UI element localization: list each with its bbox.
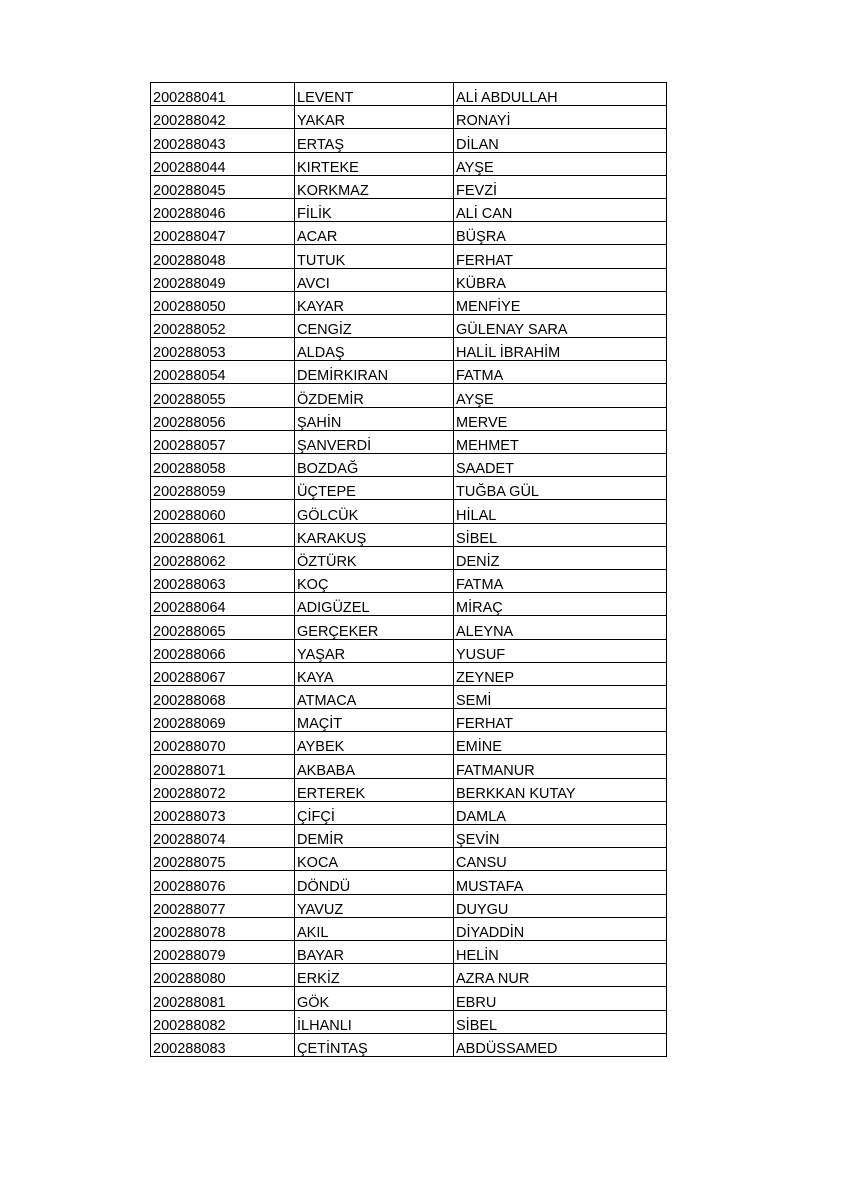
first-name-cell: ŞEVİN xyxy=(454,825,667,848)
table-row xyxy=(151,940,667,963)
surname-cell: AKBABA xyxy=(295,755,454,778)
student-number-cell: 200288053 xyxy=(151,338,295,361)
surname-cell: DEMİRKIRAN xyxy=(295,361,454,384)
first-name-cell: HELİN xyxy=(454,940,667,963)
surname-cell: ŞANVERDİ xyxy=(295,430,454,453)
table-row xyxy=(151,106,667,129)
first-name-cell: EMİNE xyxy=(454,732,667,755)
surname-cell: FİLİK xyxy=(295,198,454,221)
table-row xyxy=(151,709,667,732)
first-name-cell: FATMA xyxy=(454,361,667,384)
first-name-cell: ALEYNA xyxy=(454,616,667,639)
table-row xyxy=(151,825,667,848)
student-number-cell: 200288044 xyxy=(151,152,295,175)
student-number-cell: 200288067 xyxy=(151,662,295,685)
table-body xyxy=(151,83,667,1057)
student-number-cell: 200288065 xyxy=(151,616,295,639)
student-number-cell: 200288079 xyxy=(151,940,295,963)
surname-cell: LEVENT xyxy=(295,83,454,106)
first-name-cell: MİRAÇ xyxy=(454,593,667,616)
surname-cell: ALDAŞ xyxy=(295,338,454,361)
first-name-cell: SİBEL xyxy=(454,1010,667,1033)
first-name-cell: CANSU xyxy=(454,848,667,871)
first-name-cell: AYŞE xyxy=(454,384,667,407)
first-name-cell: DİYADDİN xyxy=(454,917,667,940)
surname-cell: KAYAR xyxy=(295,291,454,314)
table-row xyxy=(151,198,667,221)
surname-cell: GERÇEKER xyxy=(295,616,454,639)
student-number-cell: 200288043 xyxy=(151,129,295,152)
first-name-cell: SAADET xyxy=(454,454,667,477)
surname-cell: YAŞAR xyxy=(295,639,454,662)
student-number-cell: 200288062 xyxy=(151,546,295,569)
student-number-cell: 200288078 xyxy=(151,917,295,940)
first-name-cell: GÜLENAY SARA xyxy=(454,314,667,337)
surname-cell: ÖZDEMİR xyxy=(295,384,454,407)
surname-cell: KAYA xyxy=(295,662,454,685)
table-row xyxy=(151,593,667,616)
student-number-cell: 200288073 xyxy=(151,801,295,824)
table-row xyxy=(151,500,667,523)
surname-cell: ÇİFÇİ xyxy=(295,801,454,824)
table-row xyxy=(151,152,667,175)
student-number-cell: 200288059 xyxy=(151,477,295,500)
surname-cell: DEMİR xyxy=(295,825,454,848)
table-row xyxy=(151,778,667,801)
table-row xyxy=(151,407,667,430)
table-row xyxy=(151,732,667,755)
surname-cell: KOÇ xyxy=(295,569,454,592)
surname-cell: ÖZTÜRK xyxy=(295,546,454,569)
first-name-cell: DUYGU xyxy=(454,894,667,917)
surname-cell: AKIL xyxy=(295,917,454,940)
student-number-cell: 200288052 xyxy=(151,314,295,337)
first-name-cell: FATMA xyxy=(454,569,667,592)
table-row xyxy=(151,384,667,407)
student-number-cell: 200288075 xyxy=(151,848,295,871)
student-number-cell: 200288071 xyxy=(151,755,295,778)
table-row xyxy=(151,662,667,685)
surname-cell: KIRTEKE xyxy=(295,152,454,175)
first-name-cell: AZRA NUR xyxy=(454,964,667,987)
surname-cell: KORKMAZ xyxy=(295,175,454,198)
table-row xyxy=(151,871,667,894)
surname-cell: KARAKUŞ xyxy=(295,523,454,546)
student-number-cell: 200288054 xyxy=(151,361,295,384)
student-number-cell: 200288042 xyxy=(151,106,295,129)
first-name-cell: BERKKAN KUTAY xyxy=(454,778,667,801)
surname-cell: MAÇİT xyxy=(295,709,454,732)
table-row xyxy=(151,245,667,268)
first-name-cell: DİLAN xyxy=(454,129,667,152)
surname-cell: YAVUZ xyxy=(295,894,454,917)
table-row xyxy=(151,964,667,987)
student-number-cell: 200288060 xyxy=(151,500,295,523)
table-row xyxy=(151,477,667,500)
student-number-cell: 200288041 xyxy=(151,83,295,106)
surname-cell: ERTAŞ xyxy=(295,129,454,152)
surname-cell: ŞAHİN xyxy=(295,407,454,430)
first-name-cell: MEHMET xyxy=(454,430,667,453)
student-number-cell: 200288072 xyxy=(151,778,295,801)
first-name-cell: BÜŞRA xyxy=(454,222,667,245)
student-number-cell: 200288058 xyxy=(151,454,295,477)
student-number-cell: 200288070 xyxy=(151,732,295,755)
student-number-cell: 200288063 xyxy=(151,569,295,592)
table-row xyxy=(151,685,667,708)
table-row xyxy=(151,129,667,152)
student-list-table xyxy=(150,82,667,1057)
table-row xyxy=(151,291,667,314)
first-name-cell: FERHAT xyxy=(454,245,667,268)
student-number-cell: 200288076 xyxy=(151,871,295,894)
first-name-cell: FEVZİ xyxy=(454,175,667,198)
first-name-cell: ZEYNEP xyxy=(454,662,667,685)
first-name-cell: SİBEL xyxy=(454,523,667,546)
first-name-cell: ALİ CAN xyxy=(454,198,667,221)
table-row xyxy=(151,83,667,106)
first-name-cell: HİLAL xyxy=(454,500,667,523)
table-row xyxy=(151,222,667,245)
first-name-cell: KÜBRA xyxy=(454,268,667,291)
table-row xyxy=(151,361,667,384)
first-name-cell: FERHAT xyxy=(454,709,667,732)
student-number-cell: 200288083 xyxy=(151,1033,295,1056)
first-name-cell: RONAYİ xyxy=(454,106,667,129)
student-number-cell: 200288056 xyxy=(151,407,295,430)
surname-cell: BOZDAĞ xyxy=(295,454,454,477)
first-name-cell: DAMLA xyxy=(454,801,667,824)
first-name-cell: AYŞE xyxy=(454,152,667,175)
student-number-cell: 200288066 xyxy=(151,639,295,662)
student-number-cell: 200288045 xyxy=(151,175,295,198)
surname-cell: YAKAR xyxy=(295,106,454,129)
first-name-cell: MUSTAFA xyxy=(454,871,667,894)
surname-cell: İLHANLI xyxy=(295,1010,454,1033)
surname-cell: ÇETİNTAŞ xyxy=(295,1033,454,1056)
student-number-cell: 200288081 xyxy=(151,987,295,1010)
table-row xyxy=(151,523,667,546)
student-number-cell: 200288047 xyxy=(151,222,295,245)
table-row xyxy=(151,430,667,453)
first-name-cell: ABDÜSSAMED xyxy=(454,1033,667,1056)
table-row xyxy=(151,569,667,592)
surname-cell: ATMACA xyxy=(295,685,454,708)
student-number-cell: 200288061 xyxy=(151,523,295,546)
table-row xyxy=(151,546,667,569)
surname-cell: GÖLCÜK xyxy=(295,500,454,523)
table-row xyxy=(151,314,667,337)
table-row xyxy=(151,801,667,824)
surname-cell: ACAR xyxy=(295,222,454,245)
first-name-cell: ALİ ABDULLAH xyxy=(454,83,667,106)
first-name-cell: SEMİ xyxy=(454,685,667,708)
table-row xyxy=(151,755,667,778)
student-number-cell: 200288077 xyxy=(151,894,295,917)
table-row xyxy=(151,848,667,871)
table-row xyxy=(151,987,667,1010)
surname-cell: GÖK xyxy=(295,987,454,1010)
first-name-cell: FATMANUR xyxy=(454,755,667,778)
first-name-cell: YUSUF xyxy=(454,639,667,662)
surname-cell: ERKİZ xyxy=(295,964,454,987)
surname-cell: KOCA xyxy=(295,848,454,871)
table-row xyxy=(151,616,667,639)
student-number-cell: 200288057 xyxy=(151,430,295,453)
surname-cell: DÖNDÜ xyxy=(295,871,454,894)
first-name-cell: DENİZ xyxy=(454,546,667,569)
table-row xyxy=(151,338,667,361)
surname-cell: ADIGÜZEL xyxy=(295,593,454,616)
table-row xyxy=(151,268,667,291)
student-number-cell: 200288046 xyxy=(151,198,295,221)
student-number-cell: 200288049 xyxy=(151,268,295,291)
surname-cell: ÜÇTEPE xyxy=(295,477,454,500)
table-row xyxy=(151,894,667,917)
surname-cell: AYBEK xyxy=(295,732,454,755)
first-name-cell: TUĞBA GÜL xyxy=(454,477,667,500)
first-name-cell: MERVE xyxy=(454,407,667,430)
surname-cell: AVCI xyxy=(295,268,454,291)
student-number-cell: 200288050 xyxy=(151,291,295,314)
surname-cell: TUTUK xyxy=(295,245,454,268)
student-number-cell: 200288074 xyxy=(151,825,295,848)
student-number-cell: 200288068 xyxy=(151,685,295,708)
table-row xyxy=(151,175,667,198)
table-row xyxy=(151,917,667,940)
table-row xyxy=(151,639,667,662)
surname-cell: BAYAR xyxy=(295,940,454,963)
student-number-cell: 200288064 xyxy=(151,593,295,616)
surname-cell: CENGİZ xyxy=(295,314,454,337)
table-row xyxy=(151,1033,667,1056)
student-number-cell: 200288080 xyxy=(151,964,295,987)
first-name-cell: EBRU xyxy=(454,987,667,1010)
surname-cell: ERTEREK xyxy=(295,778,454,801)
table-row xyxy=(151,1010,667,1033)
student-number-cell: 200288082 xyxy=(151,1010,295,1033)
student-number-cell: 200288048 xyxy=(151,245,295,268)
student-number-cell: 200288069 xyxy=(151,709,295,732)
first-name-cell: HALİL İBRAHİM xyxy=(454,338,667,361)
table-row xyxy=(151,454,667,477)
student-number-cell: 200288055 xyxy=(151,384,295,407)
first-name-cell: MENFİYE xyxy=(454,291,667,314)
